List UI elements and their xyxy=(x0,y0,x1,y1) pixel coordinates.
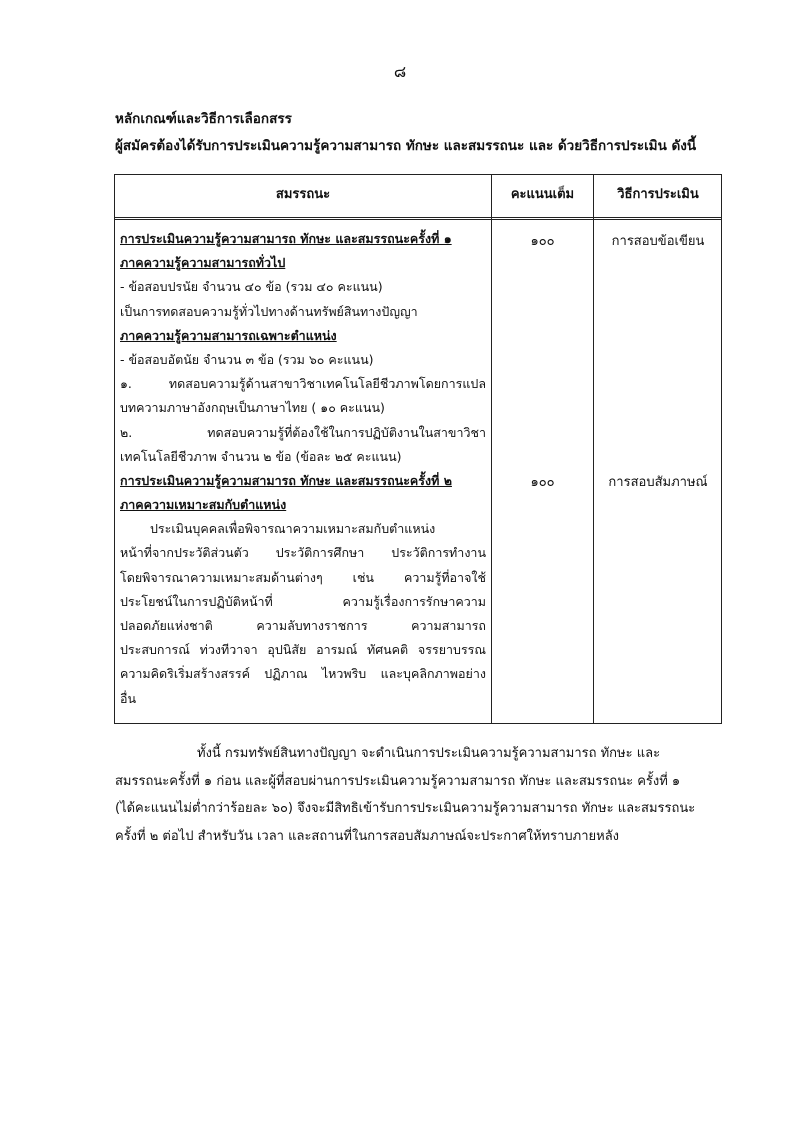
section-subheading: ผู้สมัครต้องได้รับการประเมินความรู้ความสามารถ ทักษะ และสมรรถนะ และ ด้วยวิธีการประเมิน ดังนี้ xyxy=(115,138,697,154)
note-line: (ได้คะแนนไม่ต่ำกว่าร้อยละ ๖๐) จึงจะมีสิทธิเข้ารับการประเมินความรู้ความสามารถ ทักษะ และสมรรถนะ xyxy=(115,801,696,816)
suitability-line: อื่น xyxy=(120,690,137,706)
note-line: ครั้งที่ ๒ ต่อไป สำหรับวัน เวลา และสถานที่ในการสอบสัมภาษณ์จะประกาศให้ทราบภายหลัง xyxy=(115,828,620,844)
note-line: สมรรถนะครั้งที่ ๑ ก่อน และผู้ที่สอบผ่านการประเมินความรู้ความสามารถ ทักษะ และสมรรถนะ ครั้งที่ ๑ xyxy=(115,773,681,789)
section-heading: หลักเกณฑ์และวิธีการเลือกสรร xyxy=(115,111,292,127)
round2-score: ๑๐๐ xyxy=(530,475,555,490)
competency-column xyxy=(120,227,486,711)
specific-knowledge-item: - ข้อสอบอัตนัย จำนวน ๓ ข้อ (รวม ๖๐ คะแนน) xyxy=(120,351,374,367)
specific-knowledge-title: ภาคความรู้ความสามารถเฉพาะตำแหน่ง xyxy=(120,327,337,343)
round2-title: การประเมินความรู้ความสามารถ ทักษะ และสมรรถนะครั้งที่ ๒ xyxy=(120,472,452,488)
suitability-line: ประเมินบุคคลเพื่อพิจารณาความเหมาะสมกับตำแหน่ง xyxy=(150,521,436,537)
suitability-line: ประสบการณ์ ท่วงทีวาจา อุปนิสัย อารมณ์ ทัศนคติ จรรยาบรรณ xyxy=(120,642,486,658)
specific-knowledge-line: บทความภาษาอังกฤษเป็นภาษาไทย ( ๑๐ คะแนน) xyxy=(120,400,385,416)
general-knowledge-desc: เป็นการทดสอบความรู้ทั่วไปทางด้านทรัพย์สินทางปัญญา xyxy=(120,303,418,319)
header-full-score: คะแนนเต็ม xyxy=(510,187,575,202)
specific-knowledge-line: ๒. ทดสอบความรู้ที่ต้องใช้ในการปฏิบัติงานในสาขาวิชา xyxy=(120,424,486,440)
header-method: วิธีการประเมิน xyxy=(617,187,699,202)
column-divider xyxy=(593,175,594,723)
header-competency: สมรรถนะ xyxy=(275,187,331,202)
suitability-title: ภาคความเหมาะสมกับตำแหน่ง xyxy=(120,497,287,513)
round2-method: การสอบสัมภาษณ์ xyxy=(608,475,708,490)
column-divider xyxy=(491,175,492,723)
criteria-table xyxy=(114,174,722,724)
suitability-line: ประโยชน์ในการปฏิบัติหน้าที่ ความรู้เรื่องการรักษาความ xyxy=(120,593,486,609)
specific-knowledge-line: ๑. ทดสอบความรู้ด้านสาขาวิชาเทคโนโลยีชีวภาพโดยการแปล xyxy=(120,376,486,392)
closing-note xyxy=(115,740,722,850)
round1-method: การสอบข้อเขียน xyxy=(611,234,705,249)
page-number: ๘ xyxy=(393,62,407,81)
specific-knowledge-line: เทคโนโลยีชีวภาพ จำนวน ๒ ข้อ (ข้อละ ๒๕ คะแนน) xyxy=(120,448,402,464)
suitability-line: หน้าที่จากประวัติส่วนตัว ประวัติการศึกษา ประวัติการทำงาน xyxy=(120,545,486,561)
round1-title: การประเมินความรู้ความสามารถ ทักษะ และสมรรถนะครั้งที่ ๑ xyxy=(120,231,452,246)
suitability-line: ความคิดริเริ่มสร้างสรรค์ ปฏิภาณ ไหวพริบ และบุคลิกภาพอย่าง xyxy=(120,666,486,682)
general-knowledge-item: - ข้อสอบปรนัย จำนวน ๔๐ ข้อ (รวม ๔๐ คะแนน) xyxy=(120,279,383,295)
suitability-line: ปลอดภัยแห่งชาติ ความลับทางราชการ ความสามารถ xyxy=(120,618,486,633)
round1-score: ๑๐๐ xyxy=(530,234,555,249)
general-knowledge-title: ภาคความรู้ความสามารถทั่วไป xyxy=(120,255,286,271)
note-line: ทั้งนี้ กรมทรัพย์สินทางปัญญา จะดำเนินการประเมินความรู้ความสามารถ ทักษะ และ xyxy=(197,746,661,761)
suitability-line: โดยพิจารณาความเหมาะสมด้านต่างๆ เช่น ความรู้ที่อาจใช้ xyxy=(120,569,486,585)
